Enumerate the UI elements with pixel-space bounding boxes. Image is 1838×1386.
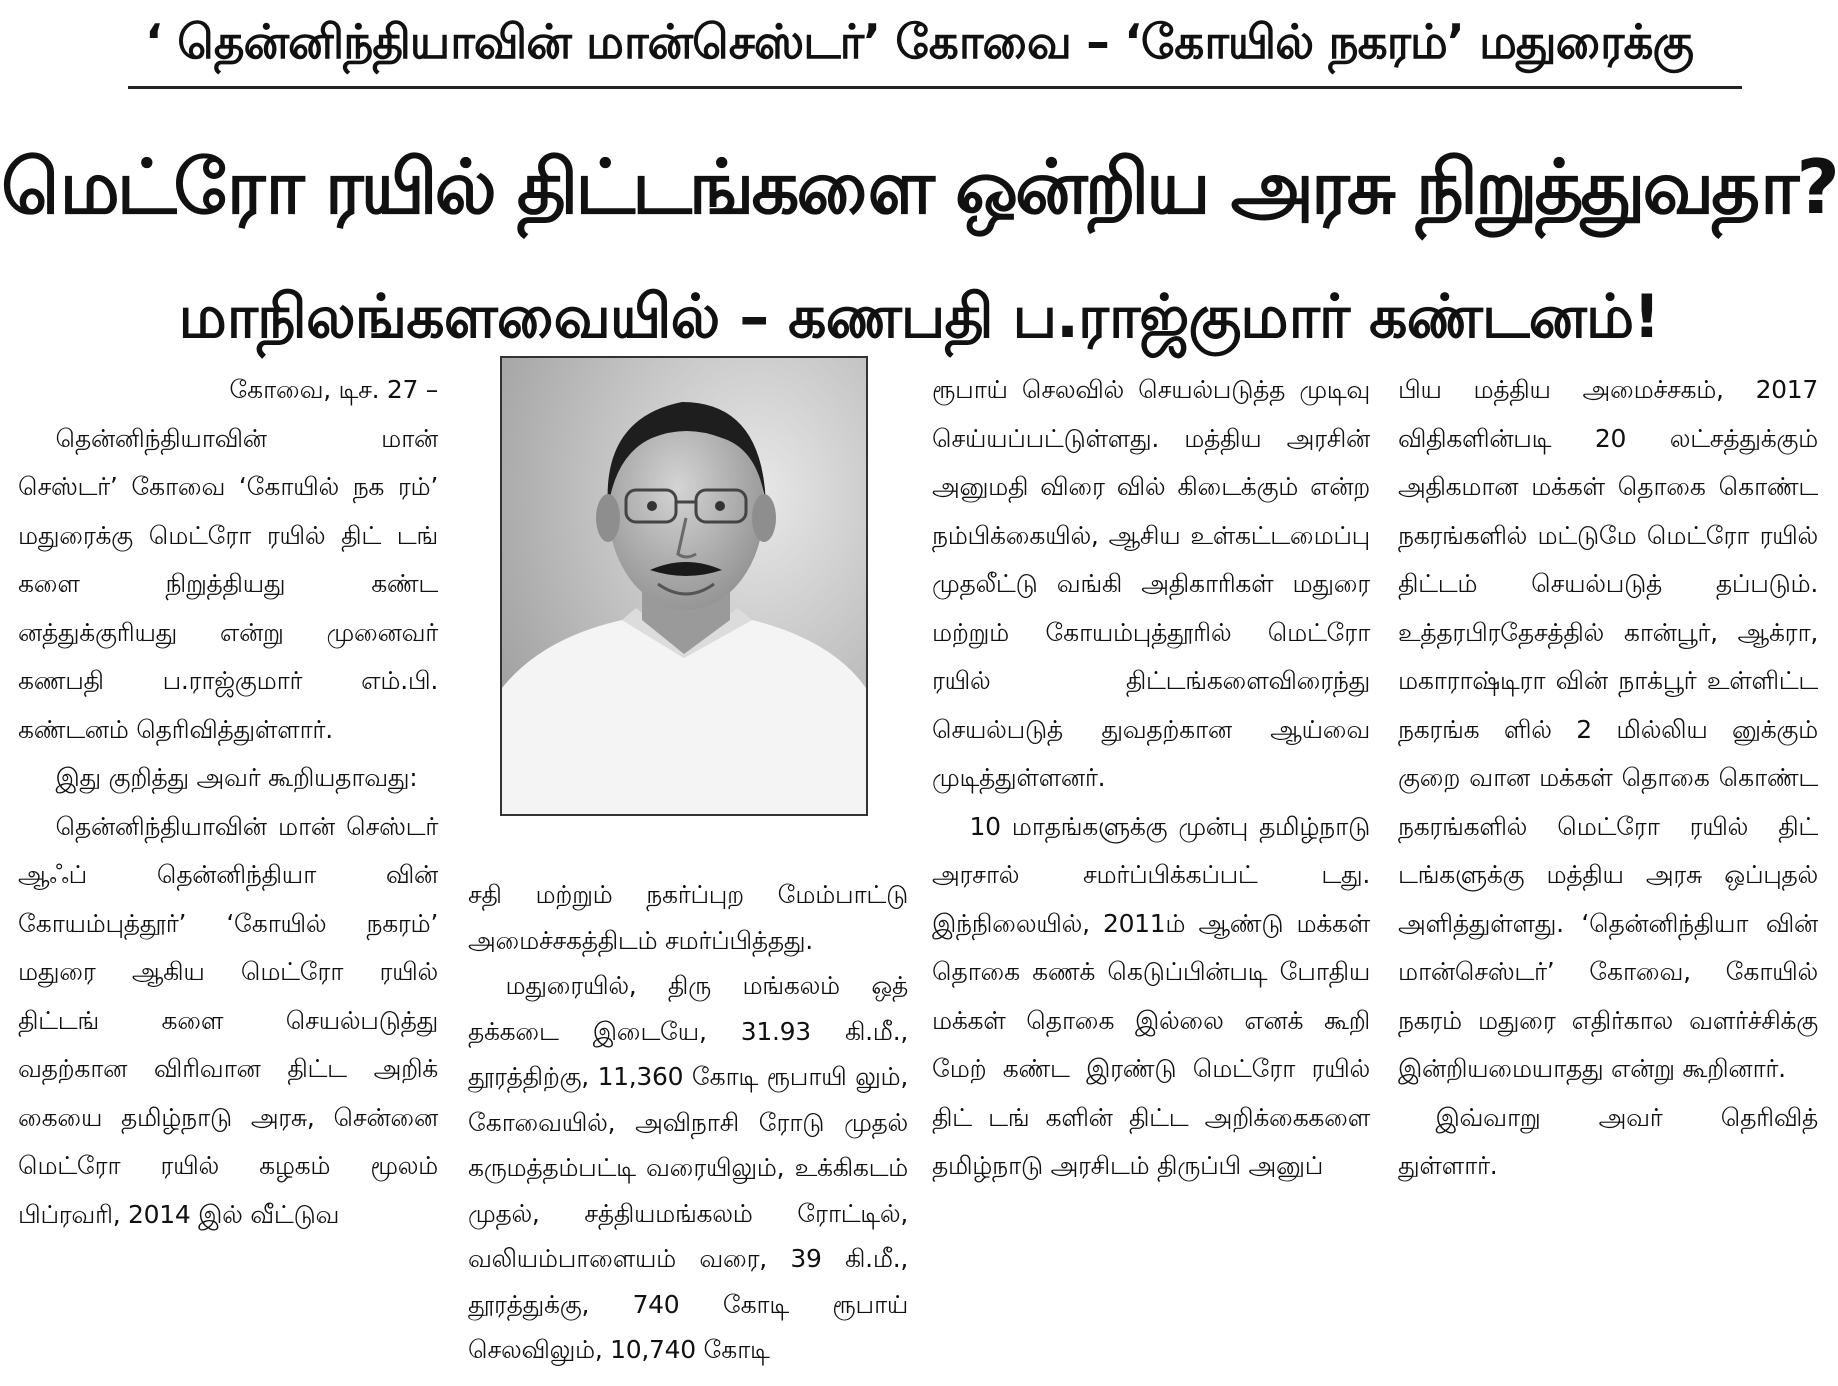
paragraph: சதி மற்றும் நகர்ப்புற மேம்பாட்டு அமைச்சகத்திடம் சமர்ப்பித்தது. [468, 880, 908, 955]
paragraph: தென்னிந்தியாவின் மான் செஸ்டர்’ கோவை ‘கோயில் நக ரம்’ மதுரைக்கு மெட்ரோ ரயில் திட் டங் களை நிறுத்தியது கண்ட னத்துக்குரியது என்று முனைவர் கணபதி ப.ராஜ்குமார் எம்.பி. கண்டனம் தெரிவித்துள்ளார். [18, 423, 438, 744]
paragraph: இது குறித்து அவர் கூறியதாவது: [55, 763, 418, 792]
paragraph: இவ்வாறு அவர் தெரிவித் துள்ளார். [1398, 1102, 1818, 1180]
kicker-underline [128, 86, 1742, 89]
article-column-1 [18, 366, 438, 1239]
article-column-3 [932, 366, 1370, 1191]
paragraph: 10 மாதங்களுக்கு முன்பு தமிழ்நாடு அரசால் சமர்ப்பிக்கப்பட் டது. இந்நிலையில், 2011ம் ஆண்டு மக்கள் தொகை கணக் கெடுப்பின்படி போதிய மக்கள் தொகை இல்லை எனக் கூறி மேற் கண்ட இரண்டு மெட்ரோ ரயில் திட் டங் களின் திட்ட அறிக்கைகளை தமிழ்நாடு அரசிடம் திருப்பி அனுப் [932, 811, 1370, 1180]
portrait-photo [500, 356, 868, 816]
portrait-illustration [502, 358, 866, 814]
article-column-4 [1398, 366, 1818, 1191]
article-column-2 [468, 872, 908, 1373]
paragraph: ரூபாய் செலவில் செயல்படுத்த முடிவு செய்யப்பட்டுள்ளது. மத்திய அரசின் அனுமதி விரை வில் கிடைக்கும் என்ற நம்பிக்கையில், ஆசிய உள்கட்டமைப்பு முதலீட்டு வங்கி அதிகாரிகள் மதுரை மற்றும் கோயம்புத்தூரில் மெட்ரோ ரயில் திட்டங்களைவிரைந்து செயல்படுத் துவதற்கான ஆய்வை முடித்துள்ளனர். [932, 375, 1370, 792]
sub-headline: மாநிலங்களவையில் – கணபதி ப.ராஜ்குமார் கண்டனம்! [178, 282, 1660, 352]
paragraph: தென்னிந்தியாவின் மான் செஸ்டர் ஆஃப் தென்னிந்தியா வின் கோயம்புத்தூர்’ ‘கோயில் நகரம்’ மதுரை ஆகிய மெட்ரோ ரயில் திட்டங் களை செயல்படுத்து வதற்கான விரிவான திட்ட அறிக் கையை தமிழ்நாடு அரசு, சென்னை மெட்ரோ ரயில் கழகம் மூலம் பிப்ரவரி, 2014 இல் வீட்டுவ [18, 811, 438, 1229]
kicker-headline: ‘ தென்னிந்தியாவின் மான்செஸ்டர்’ கோவை – ‘கோயில் நகரம்’ மதுரைக்கு [145, 15, 1693, 70]
dateline: கோவை, டிச. 27 – [229, 375, 438, 404]
main-headline: மெட்ரோ ரயில் திட்டங்களை ஒன்றிய அரசு நிறுத்துவதா? [1, 143, 1837, 231]
paragraph: மதுரையில், திரு மங்கலம் ஒத் தக்கடை இடையே, 31.93 கி.மீ., தூரத்திற்கு, 11,360 கோடி ரூபாயி லும், கோவையில், அவிநாசி ரோடு முதல் கருமத்தம்பட்டி வரையிலும், உக்கிகடம் முதல், சத்தியமங்கலம் ரோட்டில், வலியம்பாளையம் வரை, 39 கி.மீ., தூரத்துக்கு, 740 கோடி ரூபாய் செலவிலும், 10,740 கோடி [468, 971, 908, 1364]
paragraph: பிய மத்திய அமைச்சகம், 2017 விதிகளின்படி 20 லட்சத்துக்கும் அதிகமான மக்கள் தொகை கொண்ட நகரங்களில் மட்டுமே மெட்ரோ ரயில் திட்டம் செயல்படுத் தப்படும். உத்தரபிரதேசத்தில் கான்பூர், ஆக்ரா, மகாராஷ்டிரா வின் நாக்பூர் உள்ளிட்ட நகரங்க ளில் 2 மில்லிய னுக்கும் குறை வான மக்கள் தொகை கொண்ட நகரங்களில் மெட்ரோ ரயில் திட் டங்களுக்கு மத்திய அரசு ஒப்புதல் அளித்துள்ளது. ‘தென்னிந்தியா வின் மான்செஸ்டர்’ கோவை, கோயில் நகரம் மதுரை எதிர்கால வளர்ச்சிக்கு இன்றியமையாதது என்று கூறினார். [1398, 375, 1818, 1083]
